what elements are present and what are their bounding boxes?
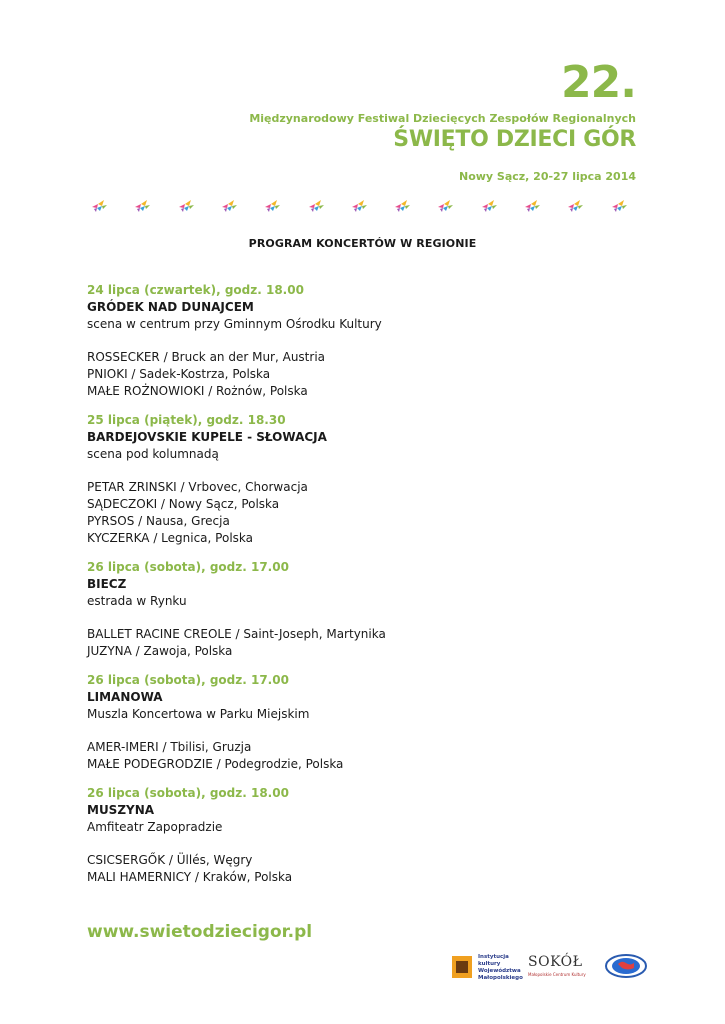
event-venue: Muszla Koncertowa w Parku Miejskim — [87, 707, 310, 721]
decorative-birds-row — [90, 198, 635, 218]
program-title: PROGRAM KONCERTÓW W REGIONIE — [248, 237, 477, 250]
bird-icon — [177, 198, 195, 214]
bird-icon — [610, 198, 628, 214]
event-block — [87, 672, 647, 773]
event-groups — [87, 479, 647, 547]
event-groups — [87, 349, 647, 400]
event-date: 26 lipca (sobota), godz. 17.00 — [87, 560, 289, 574]
malopolska-logo-icon — [452, 956, 472, 978]
performer-group: MAŁE PODEGRODZIE / Podegrodzie, Polska — [87, 757, 344, 771]
event-block — [87, 785, 647, 886]
performer-group: CSICSERGŐK / Üllés, Węgry — [87, 853, 253, 867]
edition-number: 22. — [561, 57, 636, 108]
sokol-logo-subtitle: Małopolskie Centrum Kultury — [528, 972, 586, 977]
event-list — [87, 282, 647, 898]
performer-group: PNIOKI / Sadek-Kostrza, Polska — [87, 367, 271, 381]
globe-logo-icon — [604, 954, 648, 978]
bird-icon — [523, 198, 541, 214]
bird-icon — [90, 198, 108, 214]
bird-icon — [133, 198, 151, 214]
event-groups — [87, 626, 647, 660]
sokol-logo: SOKÓŁ — [528, 954, 583, 970]
performer-group: BALLET RACINE CREOLE / Saint-Joseph, Martynika — [87, 627, 386, 641]
event-block — [87, 559, 647, 660]
bird-icon — [436, 198, 454, 214]
event-venue: Amfiteatr Zapopradzie — [87, 820, 223, 834]
performer-group: SĄDECZOKI / Nowy Sącz, Polska — [87, 497, 280, 511]
bird-icon — [307, 198, 325, 214]
event-groups — [87, 739, 647, 773]
event-place: BIECZ — [87, 577, 127, 591]
bird-icon — [350, 198, 368, 214]
festival-title: ŚWIĘTO DZIECI GÓR — [393, 127, 636, 152]
performer-group: KYCZERKA / Legnica, Polska — [87, 531, 253, 545]
event-groups — [87, 852, 647, 886]
event-venue: scena w centrum przy Gminnym Ośrodku Kultury — [87, 317, 382, 331]
institution-logo-text: Instytucja kultury Województwa Małopolskiego — [478, 954, 523, 981]
sponsor-logos — [452, 950, 652, 982]
event-place: LIMANOWA — [87, 690, 163, 704]
event-date: 26 lipca (sobota), godz. 18.00 — [87, 786, 289, 800]
event-block — [87, 412, 647, 547]
bird-icon — [220, 198, 238, 214]
event-date: 24 lipca (czwartek), godz. 18.00 — [87, 283, 304, 297]
bird-icon — [393, 198, 411, 214]
event-place: MUSZYNA — [87, 803, 155, 817]
festival-dates: Nowy Sącz, 20-27 lipca 2014 — [458, 170, 636, 183]
event-venue: estrada w Rynku — [87, 594, 187, 608]
event-place: BARDEJOVSKIE KUPELE - SŁOWACJA — [87, 430, 327, 444]
performer-group: MAŁE ROŻNOWIOKI / Rożnów, Polska — [87, 384, 308, 398]
event-venue: scena pod kolumnadą — [87, 447, 219, 461]
bird-icon — [566, 198, 584, 214]
event-place: GRÓDEK NAD DUNAJCEM — [87, 300, 254, 314]
event-date: 25 lipca (piątek), godz. 18.30 — [87, 413, 286, 427]
performer-group: PYRSOS / Nausa, Grecja — [87, 514, 230, 528]
event-block — [87, 282, 647, 400]
performer-group: MALI HAMERNICY / Kraków, Polska — [87, 870, 293, 884]
event-date: 26 lipca (sobota), godz. 17.00 — [87, 673, 289, 687]
performer-group: JUZYNA / Zawoja, Polska — [87, 644, 233, 658]
performer-group: PETAR ZRINSKI / Vrbovec, Chorwacja — [87, 480, 308, 494]
festival-header — [249, 58, 636, 183]
performer-group: ROSSECKER / Bruck an der Mur, Austria — [87, 350, 326, 364]
website-link[interactable]: www.swietodziecigor.pl — [87, 922, 313, 942]
festival-subtitle: Międzynarodowy Festiwal Dziecięcych Zespołów Regionalnych — [249, 112, 636, 125]
bird-icon — [480, 198, 498, 214]
performer-group: AMER-IMERI / Tbilisi, Gruzja — [87, 740, 252, 754]
bird-icon — [263, 198, 281, 214]
